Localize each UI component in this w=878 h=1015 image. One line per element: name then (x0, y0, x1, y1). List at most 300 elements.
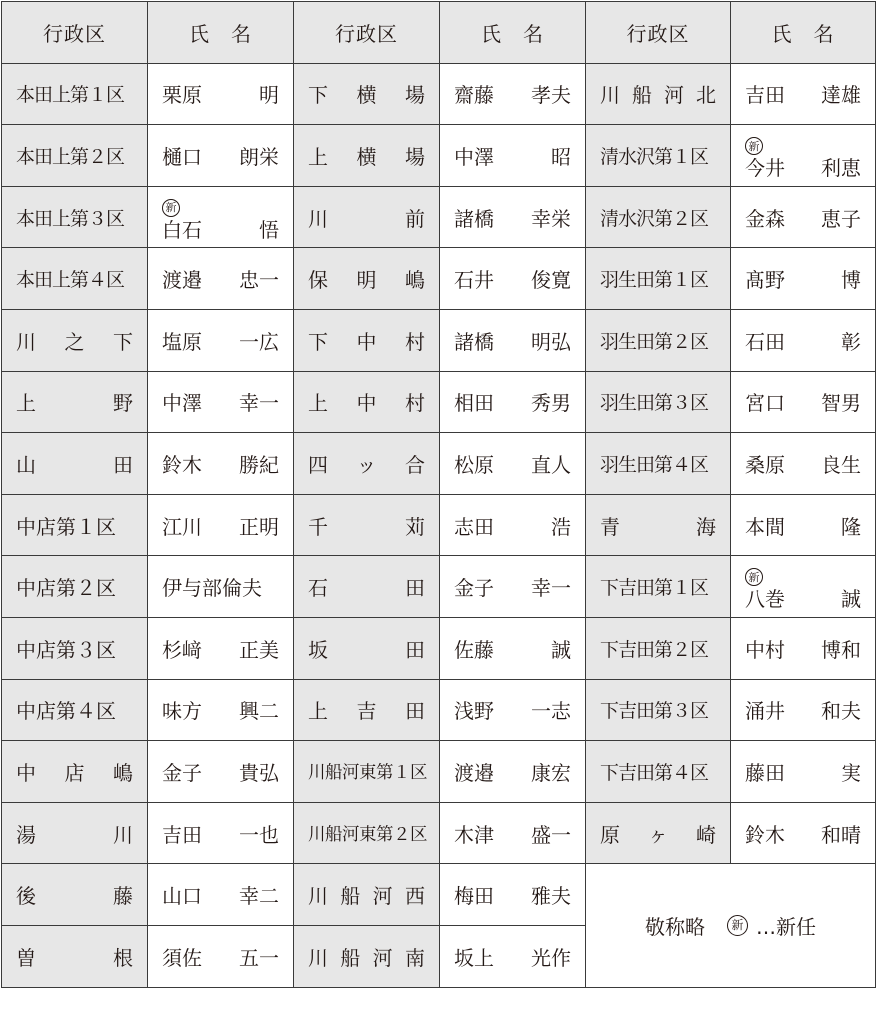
marker-wrap (162, 192, 279, 218)
given-name: 誠 (841, 587, 861, 612)
given-name: 智男 (821, 391, 861, 416)
header-name-3: 氏 名 (731, 2, 876, 64)
district-cell (586, 617, 731, 679)
given-name: 幸一 (531, 576, 571, 601)
district-name-char-2: 嶋 (113, 760, 133, 785)
header-district-2: 行政区 (294, 2, 440, 64)
representative-cell (440, 741, 586, 803)
district-cell (586, 309, 731, 371)
given-name: 幸一 (239, 391, 279, 416)
representative-name (454, 803, 571, 864)
representative-name (162, 218, 279, 242)
representative-name (745, 741, 861, 802)
representative-name (454, 310, 571, 371)
district-name: 下吉田第２区 (600, 638, 709, 661)
district-cell (2, 864, 148, 926)
legend-cell (586, 864, 876, 987)
district-name-char-1: 中 (356, 391, 377, 416)
representative-cell (731, 679, 876, 741)
new-appointee-marker: 新 (727, 915, 748, 936)
family-name: 江川 (162, 514, 202, 539)
district-name (308, 433, 425, 494)
district-name-char-1: 野 (113, 391, 133, 416)
district-name-char-0: 坂 (308, 637, 328, 662)
district-cell (2, 63, 148, 125)
district-name-char-0: 中 (16, 760, 36, 785)
new-appointee-block (745, 556, 861, 617)
family-name: 須佐 (162, 945, 202, 970)
district-name-char-2: 村 (405, 329, 425, 354)
district-name-char-1: 藤 (113, 884, 133, 909)
district-name (308, 125, 425, 186)
representative-name (454, 248, 571, 309)
district-name: 羽生田第３区 (600, 392, 709, 415)
family-name: 八巻 (745, 587, 785, 612)
district-name-char-0: 川 (308, 206, 328, 231)
representative-name (162, 125, 279, 186)
representative-name (162, 372, 279, 433)
district-cell (294, 309, 440, 371)
district-name: 羽生田第４区 (600, 453, 709, 476)
district-name-char-0: 青 (600, 514, 620, 539)
district-name-char-2: 河 (372, 884, 393, 909)
district-name (308, 495, 425, 556)
district-cell (294, 433, 440, 495)
given-name: 正美 (239, 637, 279, 662)
district-name: 中店第３区 (16, 637, 116, 662)
district-name-char-1: 店 (64, 760, 85, 785)
new-appointee-marker: 新 (745, 137, 763, 155)
district-name-char-1: 横 (356, 144, 377, 169)
representative-cell (440, 617, 586, 679)
district-name-char-2: 河 (372, 945, 393, 970)
district-cell (2, 741, 148, 803)
district-name: 本田上第２区 (16, 145, 125, 168)
district-cell (2, 248, 148, 310)
district-name-char-0: 上 (308, 699, 328, 724)
district-name-char-1: 田 (405, 637, 425, 662)
representative-cell (440, 63, 586, 125)
given-name: 良生 (821, 452, 861, 477)
district-name: 川船河東第２区 (308, 824, 427, 845)
district-name (308, 248, 425, 309)
district-cell (294, 556, 440, 618)
representative-cell (148, 186, 294, 248)
district-name: 本田上第１区 (16, 84, 125, 107)
district-name (308, 310, 425, 371)
family-name: 志田 (454, 514, 494, 539)
district-name-char-0: 上 (308, 391, 328, 416)
given-name: 幸二 (239, 884, 279, 909)
representative-cell (148, 371, 294, 433)
given-name: 朗栄 (239, 144, 279, 169)
new-appointee-label: …新任 (756, 914, 816, 939)
family-name: 中澤 (454, 144, 494, 169)
district-cell (586, 494, 731, 556)
family-name: 金子 (162, 760, 202, 785)
family-name: 本間 (745, 514, 785, 539)
district-name-char-1: 之 (64, 329, 85, 354)
district-name-char-2: 場 (405, 83, 425, 108)
district-cell (586, 186, 731, 248)
family-name: 藤田 (745, 760, 785, 785)
district-cell (294, 248, 440, 310)
given-name: 孝夫 (531, 83, 571, 108)
family-name: 石田 (745, 329, 785, 354)
given-name: 光作 (531, 945, 571, 970)
district-name: 下吉田第３区 (600, 700, 709, 723)
representative-name (745, 64, 861, 125)
representative-name (162, 618, 279, 679)
family-name: 山口 (162, 884, 202, 909)
given-name: 興二 (239, 699, 279, 724)
representative-name (454, 372, 571, 433)
district-name: 下吉田第１区 (600, 577, 709, 600)
representative-cell (440, 494, 586, 556)
representative-name (745, 310, 861, 371)
representative-cell (148, 864, 294, 926)
representative-name (162, 310, 279, 371)
district-cell (2, 617, 148, 679)
representative-name (162, 741, 279, 802)
district-name-char-0: 下 (308, 329, 328, 354)
new-appointee-marker: 新 (162, 199, 180, 217)
representative-name (162, 64, 279, 125)
representative-cell (440, 556, 586, 618)
district-name-char-2: 下 (113, 329, 133, 354)
family-name: 齋藤 (454, 83, 494, 108)
representative-name (745, 618, 861, 679)
family-name: 渡邉 (454, 760, 494, 785)
district-cell (294, 802, 440, 864)
district-name-char-0: 四 (308, 452, 328, 477)
representative-name (162, 248, 279, 309)
family-name: 髙野 (745, 268, 785, 293)
representative-name (745, 495, 861, 556)
given-name: 博和 (821, 637, 861, 662)
district-cell (586, 63, 731, 125)
district-cell (294, 125, 440, 187)
district-name-char-0: 川 (600, 83, 620, 108)
representative-cell (148, 125, 294, 187)
district-name-char-1: 中 (356, 329, 377, 354)
given-name: 隆 (841, 514, 861, 539)
given-name: 一也 (239, 822, 279, 847)
district-name (16, 864, 133, 925)
representative-name (162, 926, 279, 987)
district-cell (586, 556, 731, 618)
family-name: 白石 (162, 217, 202, 242)
district-cell (586, 125, 731, 187)
given-name: 忠一 (239, 268, 279, 293)
family-name: 涌井 (745, 699, 785, 724)
district-name-char-0: 川 (308, 884, 328, 909)
district-name (16, 803, 133, 864)
district-name-char-0: 保 (308, 268, 328, 293)
given-name: 直人 (531, 452, 571, 477)
given-name: 和晴 (821, 822, 861, 847)
district-name-char-0: 下 (308, 83, 328, 108)
representative-cell (148, 556, 294, 618)
representative-name: 伊与部倫夫 (162, 576, 262, 601)
representative-cell (440, 679, 586, 741)
representative-cell (731, 248, 876, 310)
representative-name (454, 433, 571, 494)
given-name: 誠 (551, 637, 571, 662)
representative-cell (440, 125, 586, 187)
representative-cell (731, 433, 876, 495)
new-appointee-marker: 新 (745, 568, 763, 586)
district-name: 中店第２区 (16, 576, 116, 601)
district-name (16, 310, 133, 371)
district-name-char-1: 前 (405, 206, 425, 231)
representative-name (745, 680, 861, 741)
district-name-char-2: 合 (405, 452, 425, 477)
representative-name (745, 372, 861, 433)
district-name: 羽生田第１区 (600, 269, 709, 292)
representative-cell (148, 617, 294, 679)
district-name-char-0: 上 (16, 391, 36, 416)
district-name-char-2: 嶋 (405, 268, 425, 293)
representative-name (745, 187, 861, 248)
representative-cell (440, 925, 586, 987)
district-name-char-1: 田 (405, 576, 425, 601)
representative-cell (440, 186, 586, 248)
district-cell (586, 248, 731, 310)
family-name: 桑原 (745, 452, 785, 477)
representative-cell (440, 371, 586, 433)
representative-cell (440, 802, 586, 864)
family-name: 今井 (745, 156, 785, 181)
district-name: 本田上第３区 (16, 207, 125, 230)
representative-cell (440, 433, 586, 495)
table-row (2, 494, 876, 556)
district-cell (294, 925, 440, 987)
table-row (2, 433, 876, 495)
district-cell (2, 494, 148, 556)
representative-cell (440, 864, 586, 926)
representative-name (454, 741, 571, 802)
given-name: 秀男 (531, 391, 571, 416)
table-row (2, 125, 876, 187)
district-name (308, 926, 425, 987)
representative-name (454, 125, 571, 186)
table-row (2, 679, 876, 741)
given-name: 昭 (551, 144, 571, 169)
table-row (2, 617, 876, 679)
representative-name (454, 187, 571, 248)
district-name-char-1: 吉 (356, 699, 377, 724)
given-name: 悟 (259, 217, 279, 242)
representative-name (454, 864, 571, 925)
table-row (2, 864, 876, 926)
family-name: 吉田 (162, 822, 202, 847)
table-row (2, 248, 876, 310)
representative-name (162, 803, 279, 864)
district-name (308, 187, 425, 248)
district-name-char-2: 田 (405, 699, 425, 724)
representative-cell (731, 494, 876, 556)
representative-name (454, 64, 571, 125)
representative-cell (148, 802, 294, 864)
representative-name (745, 433, 861, 494)
given-name: 一志 (531, 699, 571, 724)
representative-cell (148, 63, 294, 125)
district-cell (294, 371, 440, 433)
district-name-char-0: 原 (600, 822, 620, 847)
district-cell (294, 617, 440, 679)
district-name-char-1: 船 (340, 945, 361, 970)
header-row (2, 2, 876, 64)
district-cell (2, 433, 148, 495)
district-name (308, 556, 425, 617)
district-name-char-1: 明 (356, 268, 377, 293)
district-name (600, 803, 716, 864)
district-cell (294, 679, 440, 741)
district-name: 羽生田第２区 (600, 330, 709, 353)
family-name: 金森 (745, 206, 785, 231)
family-name: 石井 (454, 268, 494, 293)
district-cell (2, 679, 148, 741)
district-name (16, 741, 133, 802)
family-name: 木津 (454, 822, 494, 847)
representative-cell (731, 556, 876, 618)
family-name: 佐藤 (454, 637, 494, 662)
district-name (16, 433, 133, 494)
district-name-char-0: 石 (308, 576, 328, 601)
representative-name (162, 433, 279, 494)
district-name: 清水沢第２区 (600, 207, 709, 230)
given-name: 一広 (239, 329, 279, 354)
district-name-char-1: 船 (632, 83, 652, 108)
district-cell (2, 925, 148, 987)
representative-cell (731, 617, 876, 679)
honorific-note: 敬称略 (645, 914, 705, 939)
representative-cell (440, 248, 586, 310)
given-name: 実 (841, 760, 861, 785)
new-appointee-block (745, 125, 861, 186)
header-name-1: 氏 名 (148, 2, 294, 64)
representative-cell (148, 925, 294, 987)
given-name: 雅夫 (531, 884, 571, 909)
given-name: 勝紀 (239, 452, 279, 477)
representative-name (454, 926, 571, 987)
given-name: 利恵 (821, 156, 861, 181)
district-name-char-1: 苅 (405, 514, 425, 539)
district-name-char-3: 西 (404, 884, 425, 909)
family-name: 樋口 (162, 144, 202, 169)
representative-name (454, 618, 571, 679)
table-row (2, 741, 876, 803)
table-row (2, 186, 876, 248)
family-name: 味方 (162, 699, 202, 724)
district-name (16, 926, 133, 987)
family-name: 浅野 (454, 699, 494, 724)
district-name: 川船河東第１区 (308, 762, 427, 783)
family-name: 栗原 (162, 83, 202, 108)
representative-cell (731, 63, 876, 125)
representative-cell (731, 125, 876, 187)
district-cell (586, 371, 731, 433)
district-name (16, 372, 133, 433)
family-name: 梅田 (454, 884, 494, 909)
district-name: 中店第１区 (16, 514, 116, 539)
given-name: 貴弘 (239, 760, 279, 785)
given-name: 五一 (239, 945, 279, 970)
representative-cell (731, 802, 876, 864)
district-cell (2, 802, 148, 864)
given-name: 浩 (551, 514, 571, 539)
family-name: 渡邉 (162, 268, 202, 293)
legend (645, 911, 816, 940)
representative-name (454, 556, 571, 617)
given-name: 幸栄 (531, 206, 571, 231)
district-name-char-0: 湯 (16, 822, 36, 847)
marker-wrap (745, 131, 861, 157)
representative-name (162, 680, 279, 741)
district-cell (2, 125, 148, 187)
district-name-char-1: 川 (113, 822, 133, 847)
header-district-3: 行政区 (586, 2, 731, 64)
district-name-char-1: 海 (696, 514, 716, 539)
district-name: 本田上第４区 (16, 269, 125, 292)
district-name-char-3: 南 (404, 945, 425, 970)
district-name-char-1: 田 (113, 452, 133, 477)
family-name: 諸橋 (454, 206, 494, 231)
district-cell (586, 679, 731, 741)
district-name-char-1: ヶ (648, 822, 668, 847)
family-name: 宮口 (745, 391, 785, 416)
family-name: 相田 (454, 391, 494, 416)
district-name-char-1: 根 (113, 945, 133, 970)
district-name (308, 64, 425, 125)
representative-name (745, 587, 861, 611)
given-name: 博 (841, 268, 861, 293)
representative-name (454, 495, 571, 556)
representative-cell (731, 186, 876, 248)
representative-cell (148, 309, 294, 371)
district-cell (2, 186, 148, 248)
district-cell (586, 741, 731, 803)
district-name-char-0: 川 (308, 945, 328, 970)
family-name: 坂上 (454, 945, 494, 970)
representative-name (162, 864, 279, 925)
representative-cell (148, 741, 294, 803)
district-cell (294, 864, 440, 926)
district-name-char-0: 上 (308, 144, 328, 169)
representative-name (454, 680, 571, 741)
district-name-char-2: 村 (405, 391, 425, 416)
district-name: 中店第４区 (16, 699, 116, 724)
given-name: 明弘 (531, 329, 571, 354)
family-name: 杉﨑 (162, 637, 202, 662)
given-name: 彰 (841, 329, 861, 354)
district-cell (2, 556, 148, 618)
table-row (2, 802, 876, 864)
given-name: 正明 (239, 514, 279, 539)
header-district-1: 行政区 (2, 2, 148, 64)
representative-name (745, 248, 861, 309)
marker-wrap (745, 562, 861, 588)
family-name: 鈴木 (745, 822, 785, 847)
family-name: 金子 (454, 576, 494, 601)
family-name: 塩原 (162, 329, 202, 354)
family-name: 中澤 (162, 391, 202, 416)
representative-name (162, 495, 279, 556)
district-name-char-2: 崎 (696, 822, 716, 847)
district-name-char-3: 北 (696, 83, 716, 108)
district-name-char-1: 船 (340, 884, 361, 909)
